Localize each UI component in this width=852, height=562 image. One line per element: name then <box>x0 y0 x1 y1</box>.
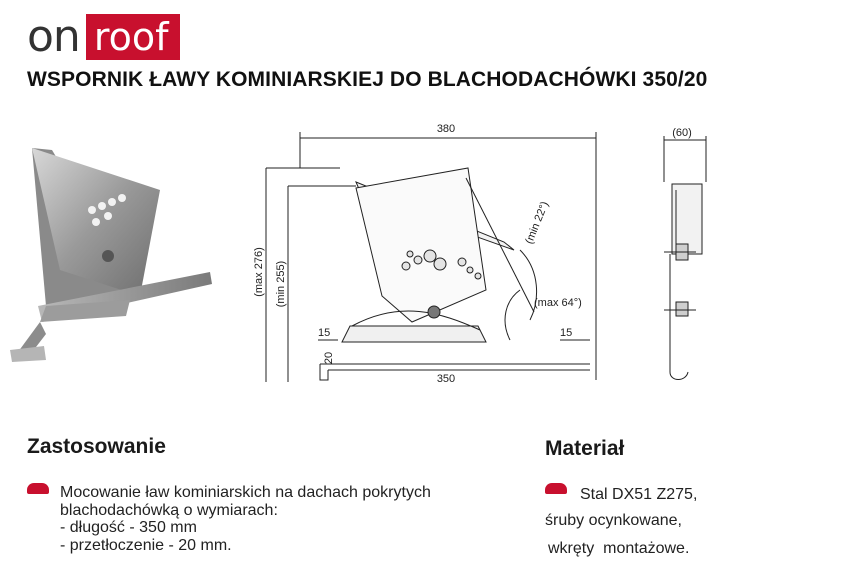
material-line-2: śruby ocynkowane, <box>545 512 682 529</box>
application-heading: Zastosowanie <box>27 435 166 458</box>
dim-right-offset: 15 <box>560 327 573 339</box>
material-bullet-icon <box>545 483 567 494</box>
technical-drawings <box>0 110 852 400</box>
application-line-2: blachodachówką o wymiarach: <box>60 501 278 519</box>
logo-on-text: on <box>27 11 80 62</box>
front-view-drawing <box>266 132 596 382</box>
dim-length: 350 <box>436 373 456 385</box>
product-title: WSPORNIK ŁAWY KOMINIARSKIEJ DO BLACHODACHÓWKI 350/20 <box>27 68 708 91</box>
application-text <box>60 484 431 554</box>
dim-min-height: (min 255) <box>275 260 287 308</box>
logo-roof-text: roof <box>86 14 181 60</box>
material-heading: Materiał <box>545 437 625 460</box>
dim-max-height: (max 276) <box>253 247 265 297</box>
product-render <box>10 148 212 362</box>
brand-logo <box>27 11 180 62</box>
material-line-3: wkręty montażowe. <box>548 540 690 557</box>
dim-min-angle: (min 22°) <box>523 199 552 246</box>
dim-width: 380 <box>436 123 456 135</box>
application-line-1: Mocowanie ław kominiarskich na dachach pokrytych <box>60 484 431 501</box>
application-line-4: - przetłoczenie - 20 mm. <box>60 536 232 554</box>
dim-step: 20 <box>323 351 335 365</box>
dim-left-offset: 15 <box>318 327 331 339</box>
application-bullet-icon <box>27 483 49 494</box>
dim-side-width: (60) <box>672 127 692 139</box>
side-view-drawing <box>664 136 706 380</box>
application-line-3: - długość - 350 mm <box>60 519 197 536</box>
dim-max-angle: (max 64°) <box>534 297 582 309</box>
material-line-1: Stal DX51 Z275, <box>580 486 698 503</box>
